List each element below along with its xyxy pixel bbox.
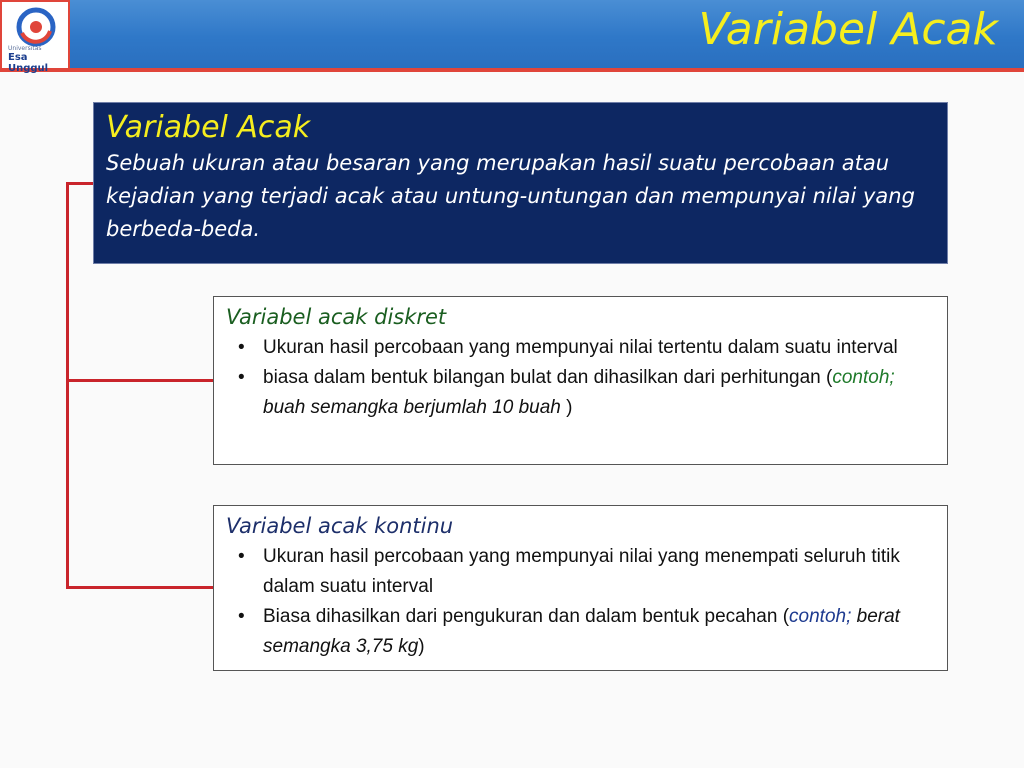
connector-branch — [66, 182, 94, 185]
example-text: buah semangka berjumlah 10 buah — [263, 397, 567, 418]
connector-branch — [66, 586, 214, 589]
logo-name: Esa Unggul — [8, 52, 49, 74]
bullet-icon: • — [238, 546, 245, 567]
point-text: Ukuran hasil percobaan yang mempunyai nilai tertentu dalam suatu interval — [263, 337, 898, 358]
point-text: biasa dalam bentuk bilangan bulat dan dihasilkan dari perhitungan ( — [263, 367, 833, 388]
definition-box — [93, 102, 948, 264]
definition-text: Sebuah ukuran atau besaran yang merupakan hasil suatu percobaan atau kejadian yang terjadi acak atau untung-untungan dan mempunyai nilai yang berbeda-beda. — [106, 151, 915, 241]
discrete-points — [226, 333, 935, 423]
discrete-title: Variabel acak diskret — [226, 305, 447, 329]
bullet-icon: • — [238, 337, 245, 358]
point-text: Biasa dihasilkan dari pengukuran dan dalam bentuk pecahan ( — [263, 606, 790, 627]
bullet-icon: • — [238, 367, 245, 388]
point-text: Ukuran hasil percobaan yang mempunyai nilai yang menempati seluruh titik dalam suatu interval — [263, 546, 900, 597]
bullet-icon: • — [238, 606, 245, 627]
header-bar — [0, 0, 1024, 72]
connector-line — [66, 183, 69, 588]
example-label: contoh; — [789, 606, 852, 627]
list-item — [226, 542, 935, 602]
discrete-card — [213, 296, 948, 465]
connector-branch — [66, 379, 214, 382]
logo-small-text: Universitas — [8, 45, 42, 52]
point-suffix: ) — [566, 397, 573, 418]
slide-title: Variabel Acak — [698, 4, 998, 55]
list-item — [226, 333, 935, 363]
continuous-points — [226, 542, 935, 662]
continuous-title: Variabel acak kontinu — [226, 514, 454, 538]
example-label: contoh; — [832, 367, 895, 388]
university-logo — [0, 0, 70, 74]
logo-emblem-icon — [16, 7, 56, 47]
example-text: berat semangka 3,75 kg — [263, 606, 900, 657]
list-item — [226, 602, 935, 662]
continuous-card — [213, 505, 948, 671]
point-suffix: ) — [418, 636, 425, 657]
list-item — [226, 363, 935, 423]
definition-title: Variabel Acak — [106, 110, 311, 145]
